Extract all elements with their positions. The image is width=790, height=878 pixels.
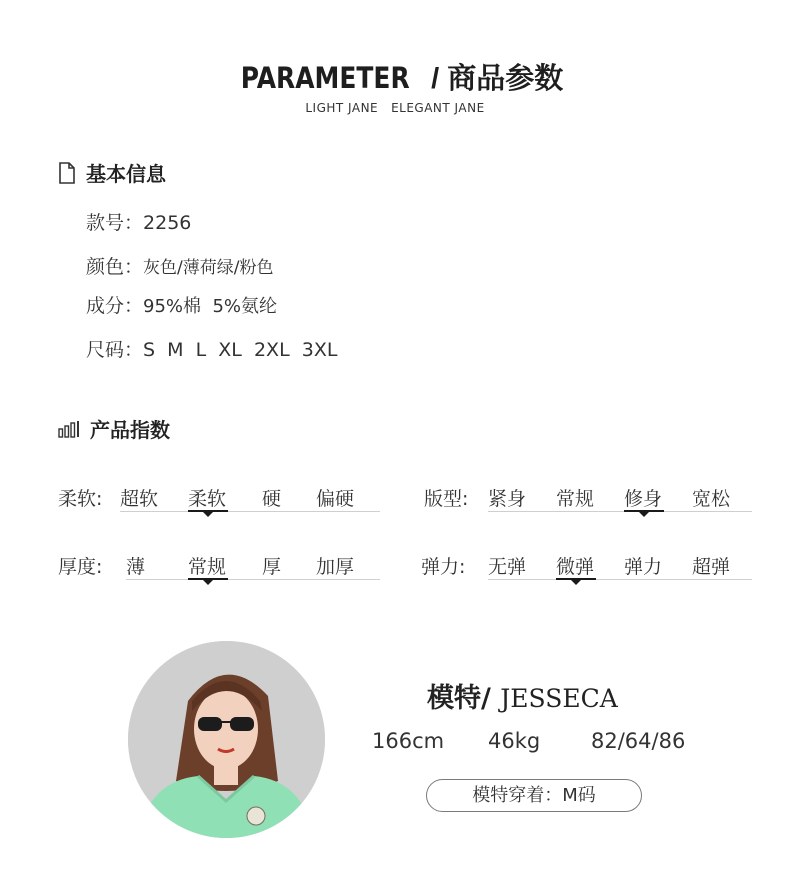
info-label: 尺码： (86, 339, 144, 361)
index-label: 版型: (424, 488, 469, 510)
index-option: 常规 (188, 556, 227, 578)
index-option: 偏硬 (316, 488, 355, 510)
index-option: 超软 (120, 488, 159, 510)
bar-chart-icon (58, 420, 90, 438)
index-scale-line (126, 579, 380, 580)
info-value: 灰色/薄荷绿/粉色 (143, 258, 274, 278)
model-name (427, 676, 618, 715)
index-label: 厚度: (58, 556, 103, 578)
model-name-en: JESSECA (500, 684, 618, 713)
info-label: 颜色： (86, 256, 144, 278)
index-scale-line (120, 511, 380, 512)
index-selected-pointer (571, 580, 581, 585)
title-separator: / (423, 63, 448, 95)
info-value: 95%棉 5%氨纶 (143, 296, 278, 317)
model-name-cn: 模特 (427, 683, 481, 714)
index-selected-pointer (203, 512, 213, 517)
title-chinese: 商品参数 (447, 63, 564, 95)
index-option: 柔软 (188, 488, 227, 510)
basic-info-heading (58, 158, 166, 187)
model-height: 166cm (372, 729, 445, 753)
model-avatar (128, 641, 325, 838)
info-label: 成分： (86, 295, 144, 317)
index-option: 薄 (126, 556, 146, 578)
index-option: 加厚 (316, 556, 355, 578)
info-value: S M L XL 2XL 3XL (143, 339, 338, 361)
index-selected-pointer (203, 580, 213, 585)
index-option: 微弹 (556, 556, 595, 578)
index-scale-line (488, 579, 752, 580)
product-index-heading-text: 产品指数 (90, 418, 170, 442)
index-label: 柔软: (58, 488, 103, 510)
index-selected-pointer (639, 512, 649, 517)
index-option: 超弹 (692, 556, 731, 578)
model-weight: 46kg (488, 729, 541, 753)
index-option: 宽松 (692, 488, 731, 510)
index-label: 弹力: (421, 556, 466, 578)
index-option: 硬 (262, 488, 282, 510)
info-label: 款号： (86, 212, 144, 234)
index-option: 厚 (262, 556, 282, 578)
index-option: 无弹 (488, 556, 527, 578)
index-option: 弹力 (624, 556, 663, 578)
info-value: 2256 (143, 212, 192, 234)
info-row-style (86, 208, 191, 235)
model-wearing-badge: 模特穿着：M码 (426, 779, 642, 812)
model-measurements: 82/64/86 (591, 729, 686, 753)
document-icon (58, 162, 86, 184)
basic-info-heading-text: 基本信息 (86, 162, 166, 186)
info-row-material (86, 291, 277, 318)
info-row-size (86, 335, 337, 362)
title-english: PARAMETER (240, 61, 410, 95)
index-option: 紧身 (488, 488, 527, 510)
index-option: 修身 (624, 488, 663, 510)
product-index-heading (58, 414, 170, 443)
page-title (0, 56, 790, 97)
model-name-separator: / (481, 683, 501, 714)
page-subtitle: LIGHT JANE ELEGANT JANE (305, 101, 485, 115)
info-row-color (86, 252, 273, 279)
index-scale-line (488, 511, 752, 512)
index-option: 常规 (556, 488, 595, 510)
